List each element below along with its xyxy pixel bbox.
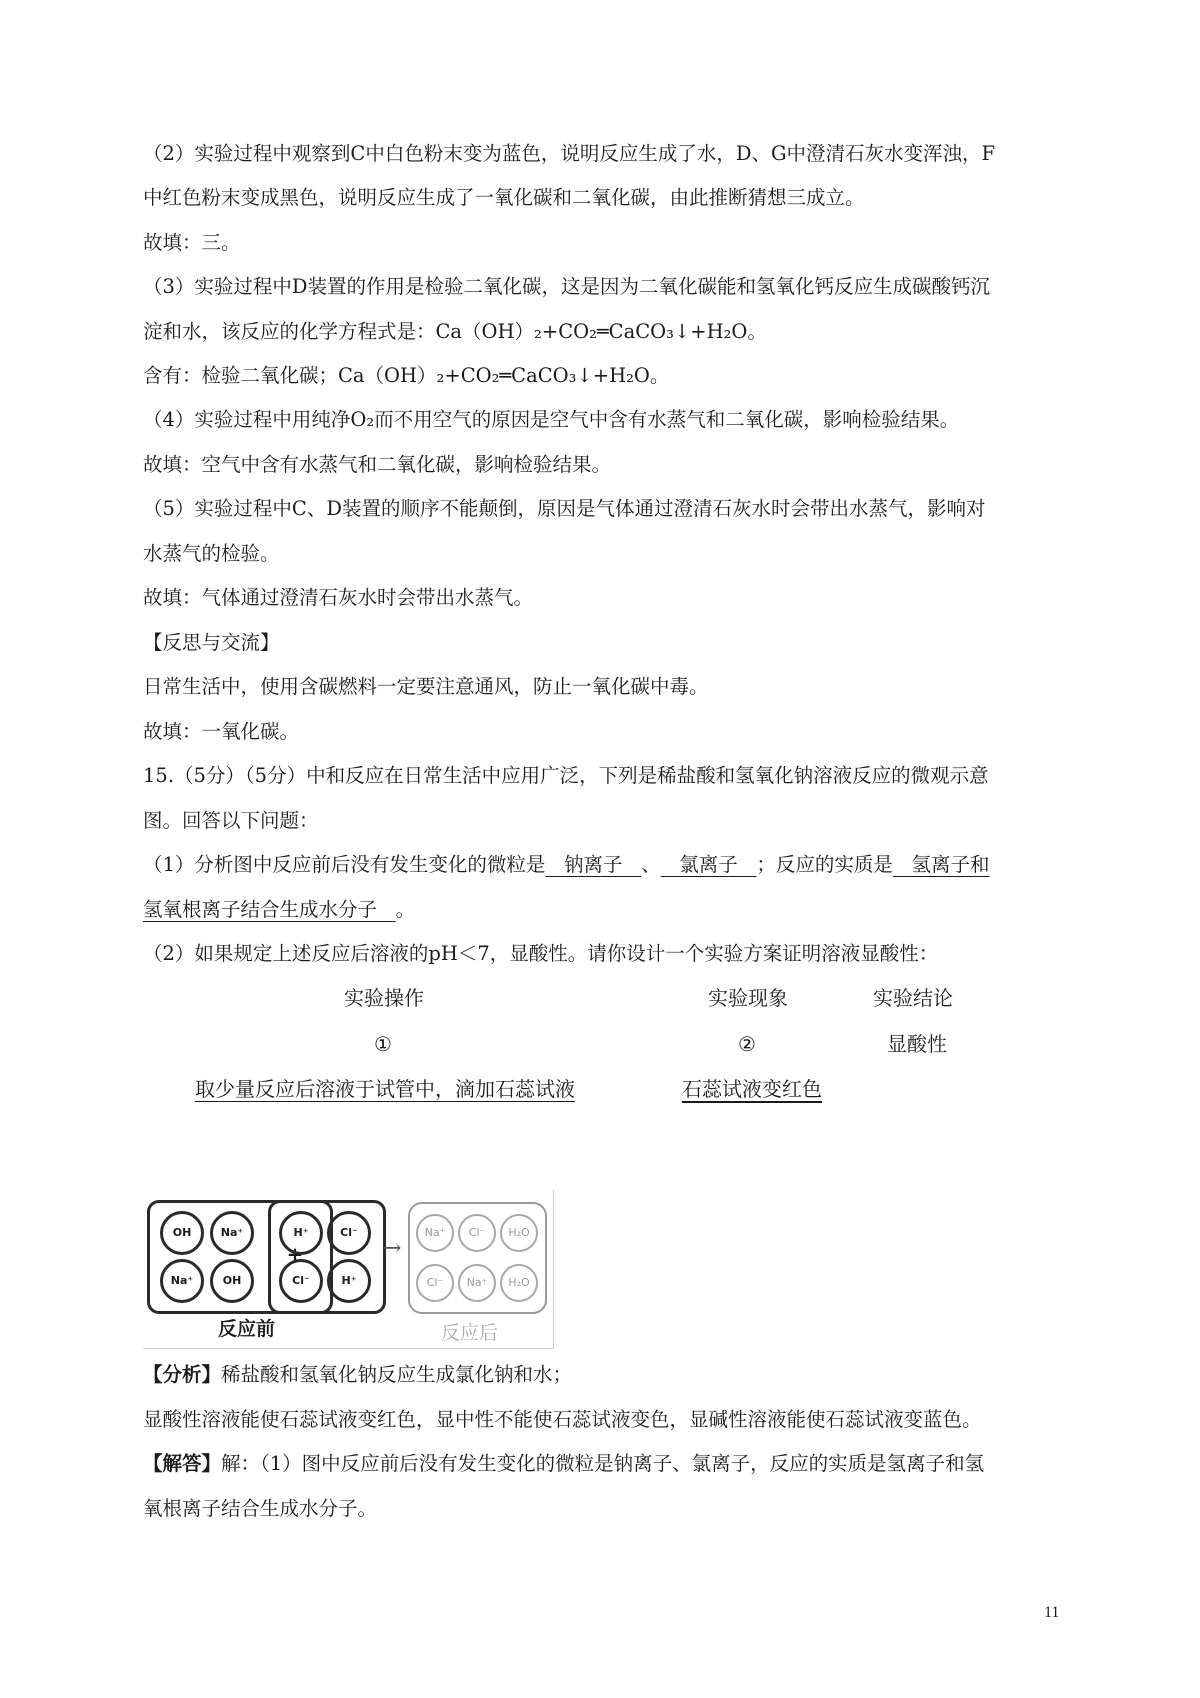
text-span: （1）分析图中反应前后没有发生变化的微粒是: [143, 853, 546, 876]
table-cell: ①: [374, 1032, 392, 1056]
ion-circle: Cl⁻: [416, 1264, 454, 1302]
text-line: 图。回答以下问题：: [143, 809, 319, 832]
answer-blank: 氢离子和: [892, 853, 990, 876]
question-15-line: 15.（5分）（5分）中和反应在日常生活中应用广泛，下列是稀盐酸和氢氧化钠溶液反应的微观示意: [143, 764, 989, 787]
ion-circle: Cl⁻: [327, 1211, 371, 1255]
table-header: 实验操作: [344, 986, 424, 1010]
text-line: （4）实验过程中用纯净O₂而不用空气的原因是空气中含有水蒸气和二氧化碳，影响检验结果。: [143, 408, 960, 431]
text-line: 故填：空气中含有水蒸气和二氧化碳，影响检验结果。: [143, 453, 612, 476]
page-number: 11: [1044, 1604, 1060, 1621]
ion-circle: Na⁺: [416, 1214, 454, 1252]
text-span: 。: [395, 898, 416, 921]
ion-circle: OH: [160, 1211, 204, 1255]
ion-circle: H₂O: [500, 1214, 538, 1252]
text-line: （3）实验过程中D装置的作用是检验二氧化碳，这是因为二氧化碳能和氢氧化钙反应生成碳酸钙沉: [143, 275, 991, 298]
text-line: （2）如果规定上述反应后溶液的pH＜7，显酸性。请你设计一个实验方案证明溶液显酸性：: [143, 942, 939, 965]
ion-circle: Cl⁻: [279, 1259, 323, 1303]
analysis-line: [143, 1361, 1063, 1389]
answer-line: [143, 1450, 1063, 1478]
text-span: ；反应的实质是: [756, 853, 893, 876]
text-line: 中红色粉末变成黑色，说明反应生成了一氧化碳和二氧化碳，由此推断猜想三成立。: [143, 186, 865, 209]
table-header: 实验结论: [873, 986, 953, 1010]
ion-circle: H⁺: [279, 1211, 323, 1255]
text-span: 稀盐酸和氢氧化钠反应生成氯化钠和水；: [221, 1363, 573, 1386]
table-cell: 显酸性: [887, 1032, 947, 1056]
text-span: 解：（1）图中反应前后没有发生变化的微粒是钠离子、氯离子，反应的实质是氢离子和氢: [221, 1452, 985, 1475]
text-line: 显酸性溶液能使石蕊试液变红色，显中性不能使石蕊试液变色，显碱性溶液能使石蕊试液变蓝色。: [143, 1408, 982, 1431]
text-line: （5）实验过程中C、D装置的顺序不能颠倒，原因是气体通过澄清石灰水时会带出水蒸气，影响对: [143, 497, 986, 520]
ion-circle: H₂O: [500, 1264, 538, 1302]
caption-before: 反应前: [218, 1318, 276, 1340]
ion-circle: Cl⁻: [458, 1214, 496, 1252]
text-line: 淀和水，该反应的化学方程式是：Ca（OH）₂+CO₂═CaCO₃↓+H₂O。: [143, 320, 767, 343]
table-header: 实验现象: [708, 986, 788, 1010]
answer-blank: 氯离子: [660, 853, 757, 876]
arrow-icon: →: [383, 1236, 402, 1261]
ion-circle: Na⁺: [160, 1259, 204, 1303]
ion-circle: OH: [210, 1259, 254, 1303]
section-heading: 【反思与交流】: [143, 631, 280, 654]
fill-in-line: [143, 851, 1063, 879]
reaction-diagram: [143, 1190, 554, 1349]
answer-blank: 石蕊试液变红色: [682, 1077, 822, 1101]
analysis-label: 【分析】: [143, 1363, 222, 1386]
answer-blank: 钠离子: [545, 853, 642, 876]
ion-circle: H⁺: [327, 1259, 371, 1303]
text-line: 故填：一氧化碳。: [143, 720, 300, 743]
ion-circle: Na⁺: [458, 1264, 496, 1302]
text-line: 含有：检验二氧化碳；Ca（OH）₂+CO₂═CaCO₃↓+H₂O。: [143, 364, 670, 387]
table-cell: ②: [738, 1032, 756, 1056]
text-line: 故填：三。: [143, 231, 241, 254]
text-line: 故填：气体通过澄清石灰水时会带出水蒸气。: [143, 586, 534, 609]
caption-after: 反应后: [441, 1322, 499, 1344]
plus-sign: +: [286, 1242, 304, 1266]
text-line: 水蒸气的检验。: [143, 542, 280, 565]
hcl-container: [268, 1200, 386, 1314]
text-span: 、: [641, 853, 661, 876]
text-line: （2）实验过程中观察到C中白色粉末变为蓝色，说明反应生成了水，D、G中澄清石灰水变浑浊，F: [143, 142, 996, 165]
ion-circle: Na⁺: [210, 1211, 254, 1255]
answer-blank: 取少量反应后溶液于试管中，滴加石蕊试液: [195, 1077, 575, 1101]
text-line: 氧根离子结合生成水分子。: [143, 1497, 378, 1520]
text-line: 日常生活中，使用含碳燃料一定要注意通风，防止一氧化碳中毒。: [143, 675, 709, 698]
product-container: [408, 1202, 547, 1314]
fill-in-line: [143, 896, 1063, 924]
answer-label: 【解答】: [143, 1452, 222, 1475]
answer-blank: 氢氧根离子结合生成水分子: [143, 898, 396, 921]
